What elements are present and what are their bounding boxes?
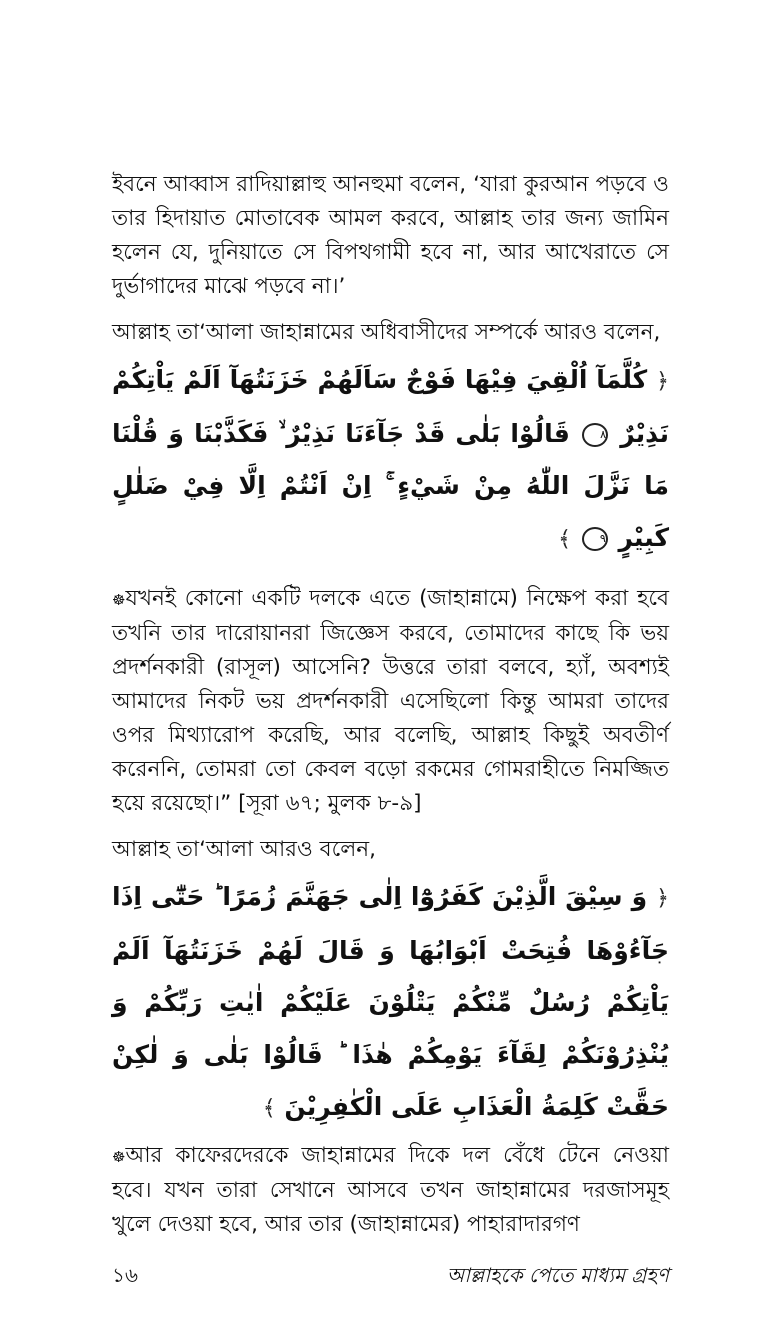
paragraph-ibn-abbas: ইবনে আব্বাস রাদিয়াল্লাহু আনহুমা বলেন, ‘যারা কুরআন পড়বে ও তার হিদায়াত মোতাবেক আমল করবে, আল্লাহ তার জন্য জামিন হলেন যে, দুনিয়াতে সে বিপথগামী হবে না, আর আখেরাতে সে দুর্ভাগাদের মাঝে পড়বে না।’ — [112, 172, 669, 299]
arabic-verse-1 — [112, 354, 669, 566]
translation-star-icon: ☸ — [112, 591, 126, 609]
arabic-verse-1-part-2: قَالُوْا بَلٰى قَدْ جَآءَنَا نَذِيْرٌ ۙ فَكَذَّبْنَا وَ قُلْنَا مَا نَزَّلَ اللّٰهُ مِنْ شَيْءٍ ۚ اِنْ اَنْتُمْ اِلَّا فِيْ ضَلٰلٍ كَبِيْرٍ — [112, 419, 669, 552]
page-number: ১৬ — [112, 1263, 138, 1287]
arabic-verse-2-text: وَ سِيْقَ الَّذِيْنَ كَفَرُوْٓا اِلٰى جَهَنَّمَ زُمَرًا ؕ حَتّٰٓى اِذَا جَآءُوْهَا فُتِحَتْ اَبْوَابُهَا وَ قَالَ لَهُمْ خَزَنَتُهَآ اَلَمْ يَاْتِكُمْ رُسُلٌ مِّنْكُمْ يَتْلُوْنَ عَلَيْكُمْ اٰيٰتِ رَبِّكُمْ وَ يُنْذِرُوْنَكُمْ لِقَآءَ يَوْمِكُمْ هٰذَا ؕ قَالُوْا بَلٰى وَ لٰكِنْ حَقَّتْ كَلِمَةُ الْعَذَابِ عَلَى الْكٰفِرِيْنَ — [112, 882, 669, 1121]
intro-quote-1: আল্লাহ তা‘আলা জাহান্নামের অধিবাসীদের সম্পর্কে আরও বলেন, — [112, 320, 661, 345]
translation-1 — [112, 582, 669, 821]
translation-2-text: আর কাফেরদেরকে জাহান্নামের দিকে দল বেঁধে টেনে নেওয়া হবে। যখন তারা সেখানে আসবে তখন জাহান্নামের দরজাসমূহ খুলে দেওয়া হবে, আর তার (জাহান্নামের) পাহারাদারগণ — [112, 1143, 669, 1237]
running-title: আল্লাহকে পেতে মাধ্যম গ্রহণ — [446, 1263, 669, 1287]
ayah-marker-9: ٩ — [582, 527, 608, 551]
translation-1-text: যখনই কোনো একটি দলকে এতে (জাহান্নামে) নিক্ষেপ করা হবে তখনি তার দারোয়ানরা জিজ্ঞেস করবে, তোমাদের কাছে কি ভয় প্রদর্শনকারী (রাসূল) আসেনি? উত্তরে তারা বলবে, হ্যাঁ, অবশ্যই আমাদের নিকট ভয় প্রদর্শনকারী এসেছিলো কিন্তু আমরা তাদের ওপর মিথ্যারোপ করেছি, আর বলেছি, আল্লাহ কিছুই অবতীর্ণ করেননি, তোমরা তো কেবল বড়ো রকমের গোমরাহীতে নিমজ্জিত হয়ে রয়েছো।” [সূরা ৬৭; মুলক ৮-৯] — [112, 586, 669, 816]
ayah-marker-8: ٨ — [582, 423, 608, 447]
page-body — [112, 0, 669, 1332]
translation-star-icon: ☸ — [112, 1148, 126, 1166]
ornate-bracket-open-icon: ﴿ — [656, 369, 669, 394]
arabic-verse-1-part-1: كُلَّمَآ اُلْقِيَ فِيْهَا فَوْجٌ سَاَلَهُمْ خَزَنَتُهَآ اَلَمْ يَاْتِكُمْ نَذِيْرٌ — [112, 365, 669, 448]
ornate-bracket-open-icon: ﴿ — [656, 886, 669, 911]
page-footer — [112, 1258, 669, 1292]
ornate-bracket-close-icon: ﴾ — [558, 527, 572, 552]
arabic-verse-2 — [112, 871, 669, 1135]
intro-quote-2: আল্লাহ তা‘আলা আরও বলেন, — [112, 837, 376, 862]
translation-2 — [112, 1139, 669, 1242]
ornate-bracket-close-icon: ﴾ — [262, 1096, 276, 1121]
